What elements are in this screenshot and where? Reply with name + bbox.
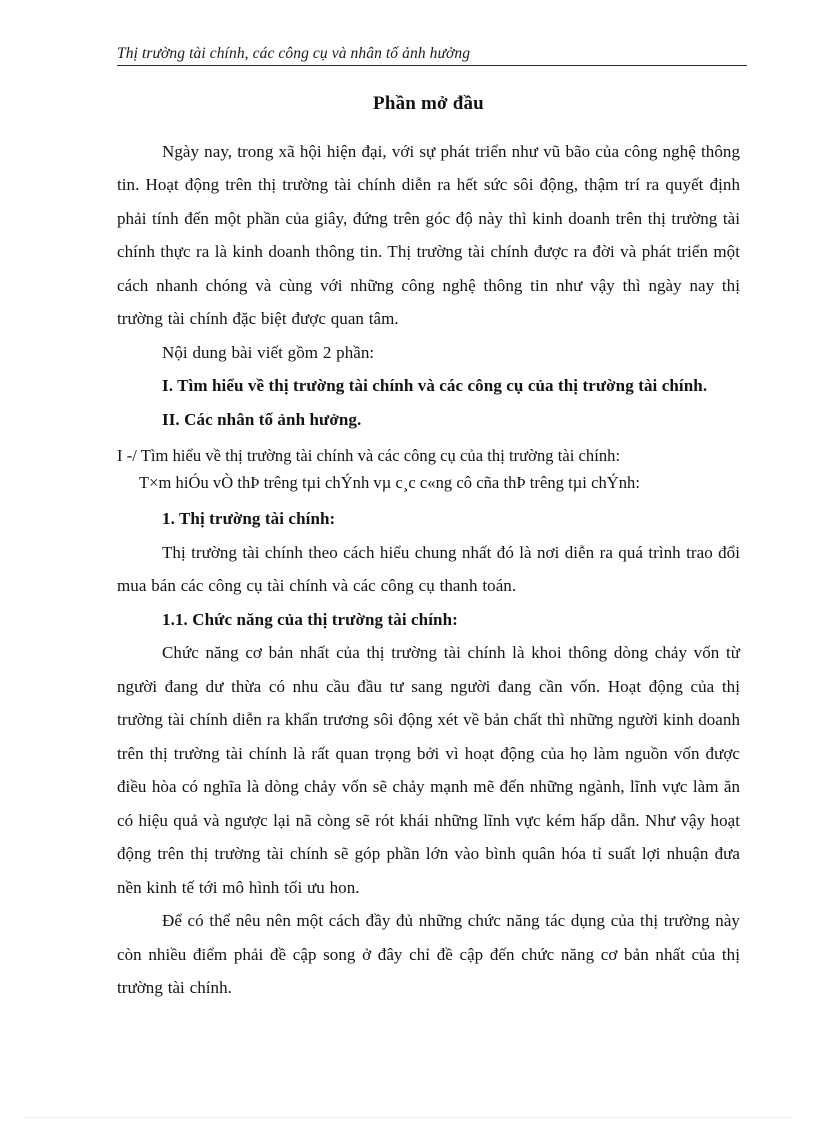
part-one-heading: I. Tìm hiểu về thị trường tài chính và các công cụ của thị trường tài chính. — [162, 376, 708, 396]
header-divider — [117, 65, 747, 66]
intro-paragraph: Ngày nay, trong xã hội hiện đại, với sự phát triển như vũ bão của công nghệ thông tin. Hoạt động trên thị trường tài chính diễn ra hết sức sôi động, thậm trí ra quyết định phải tính đến một phần của giây, đứng trên góc độ này thì kinh doanh trên thị trường tài chính thực ra là kinh doanh thông tin. Thị trường tài chính được ra đời và phát triển một cách nhanh chóng và cùng với những công nghệ thông tin như vậy thì ngày nay thị trường tài chính đặc biệt được quan tâm. — [117, 141, 740, 329]
page-title: Phần mở đầu — [373, 93, 484, 114]
subsection-1-paragraph: Thị trường tài chính theo cách hiểu chung nhất đó là nơi diễn ra quá trình trao đổi mua bán các công cụ tài chính và các công cụ thanh toán. — [117, 542, 740, 596]
subsection-1-heading: 1. Thị trường tài chính: — [162, 509, 336, 529]
subsection-1-1-heading: 1.1. Chức năng của thị trường tài chính: — [162, 609, 458, 629]
footer-divider — [23, 1117, 793, 1119]
closing-paragraph: Để có thể nêu nên một cách đầy đủ những chức năng tác dụng của thị trường này còn nhiều điểm phải đề cập song ở đây chỉ đề cập đến chức năng cơ bản nhất của thị trường tài chính. — [117, 911, 740, 998]
running-title: Thị trường tài chính, các công cụ và nhân tố ảnh hưởng — [117, 45, 471, 62]
section-one-label: I -/ Tìm hiểu về thị trường tài chính và các công cụ của thị trường tài chính: — [117, 446, 621, 466]
part-two-heading: II. Các nhân tố ảnh hưởng. — [162, 409, 362, 429]
page-header — [117, 44, 747, 66]
section-one-label-legacy-encoding: T×m hiÓu vÒ thÞ trêng tµi chÝnh vµ c¸c c«ng cô cña thÞ trêng tµi chÝnh: — [139, 473, 640, 493]
body-column — [117, 92, 740, 1005]
outline-lead: Nội dung bài viết gồm 2 phần: — [162, 342, 375, 362]
subsection-1-1-paragraph: Chức năng cơ bản nhất của thị trường tài chính là khoi thông dòng chảy vốn từ người đang dư thừa có nhu cầu đầu tư sang người đang cần vốn. Hoạt động của thị trường tài chính diễn ra khẩn trương sôi động xét về bản chất thì những người kinh doanh trên thị trường tài chính là rất quan trọng bởi vì hoạt động của họ làm nguồn vốn được điều hòa có nghĩa là dòng chảy vốn sẽ chảy mạnh mẽ đến những ngành, lĩnh vực làm ăn có hiệu quả và ngược lại nã còng sẽ rót khái những lĩnh vực kém hấp dẫn. Như vậy hoạt động trên thị trường tài chính sẽ góp phần lớn vào bình quân hóa tỉ suất lợi nhuận đưa nền kinh tế tới mô hình tối ưu hon. — [117, 643, 740, 897]
